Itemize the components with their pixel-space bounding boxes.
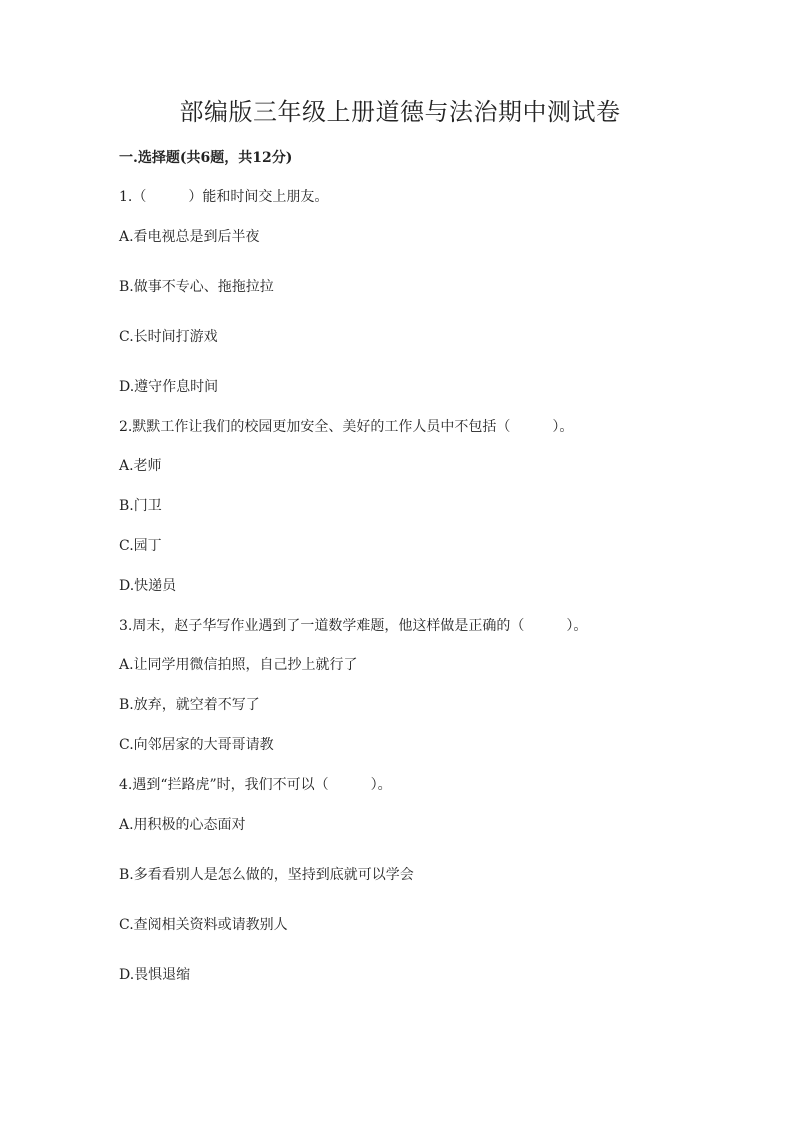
question-4-option-c: C.查阅相关资料或请教别人 xyxy=(119,917,288,933)
question-4-option-b: B.多看看别人是怎么做的，坚持到底就可以学会 xyxy=(119,867,414,883)
question-4-option-d: D.畏惧退缩 xyxy=(119,967,191,983)
section-heading: 一.选择题(共6题，共12分) xyxy=(119,150,293,166)
question-3-option-b: B.放弃，就空着不写了 xyxy=(119,697,260,713)
question-2-option-a: A.老师 xyxy=(119,458,162,474)
question-2-option-c: C.园丁 xyxy=(119,538,162,554)
question-3-option-a: A.让同学用微信拍照，自己抄上就行了 xyxy=(119,657,358,673)
question-1-option-d: D.遵守作息时间 xyxy=(119,379,219,395)
question-stem-2: 2.默默工作让我们的校园更加安全、美好的工作人员中不包括（ ）。 xyxy=(119,419,574,435)
question-stem-1: 1.（ ）能和时间交上朋友。 xyxy=(119,189,329,205)
page-title: 部编版三年级上册道德与法治期中测试卷 xyxy=(179,98,621,126)
question-stem-4: 4.遇到“拦路虎”时，我们不可以（ ）。 xyxy=(119,777,392,793)
question-2-option-b: B.门卫 xyxy=(119,498,162,514)
question-4-option-a: A.用积极的心态面对 xyxy=(119,817,246,833)
question-2-option-d: D.快递员 xyxy=(119,578,177,594)
question-3-option-c: C.向邻居家的大哥哥请教 xyxy=(119,737,274,753)
question-1-option-c: C.长时间打游戏 xyxy=(119,329,218,345)
question-1-option-a: A.看电视总是到后半夜 xyxy=(119,229,260,245)
question-1-option-b: B.做事不专心、拖拖拉拉 xyxy=(119,279,274,295)
question-stem-3: 3.周末，赵子华写作业遇到了一道数学难题，他这样做是正确的（ ）。 xyxy=(119,618,588,634)
